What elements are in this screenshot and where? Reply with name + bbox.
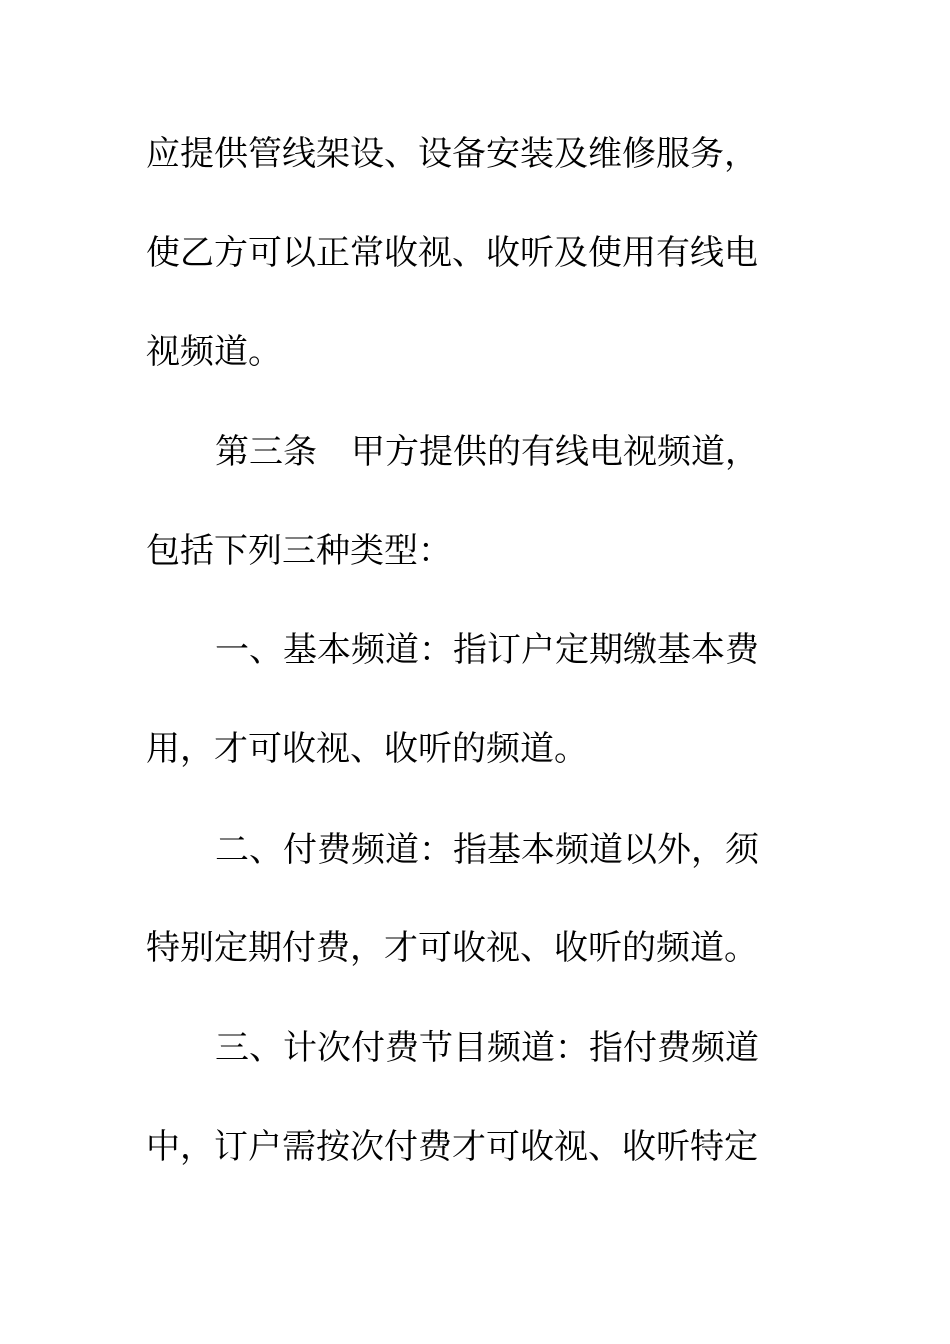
paragraph-line: 视频道。	[146, 332, 282, 372]
paragraph-line: 用，才可收视、收听的频道。	[146, 729, 588, 769]
list-item-line: 三、计次付费节目频道：指付费频道	[215, 1028, 759, 1068]
list-item-line: 二、付费频道：指基本频道以外，须	[215, 830, 759, 870]
paragraph-line: 中，订户需按次付费才可收视、收听特定	[146, 1127, 758, 1167]
list-item-line: 一、基本频道：指订户定期缴基本费	[215, 630, 759, 670]
paragraph-line: 包括下列三种类型：	[146, 531, 452, 571]
article-heading-line: 第三条 甲方提供的有线电视频道，	[215, 432, 759, 472]
paragraph-line: 使乙方可以正常收视、收听及使用有线电	[146, 233, 758, 273]
paragraph-line: 特别定期付费，才可收视、收听的频道。	[146, 928, 758, 968]
paragraph-line: 应提供管线架设、设备安装及维修服务，	[146, 134, 758, 174]
